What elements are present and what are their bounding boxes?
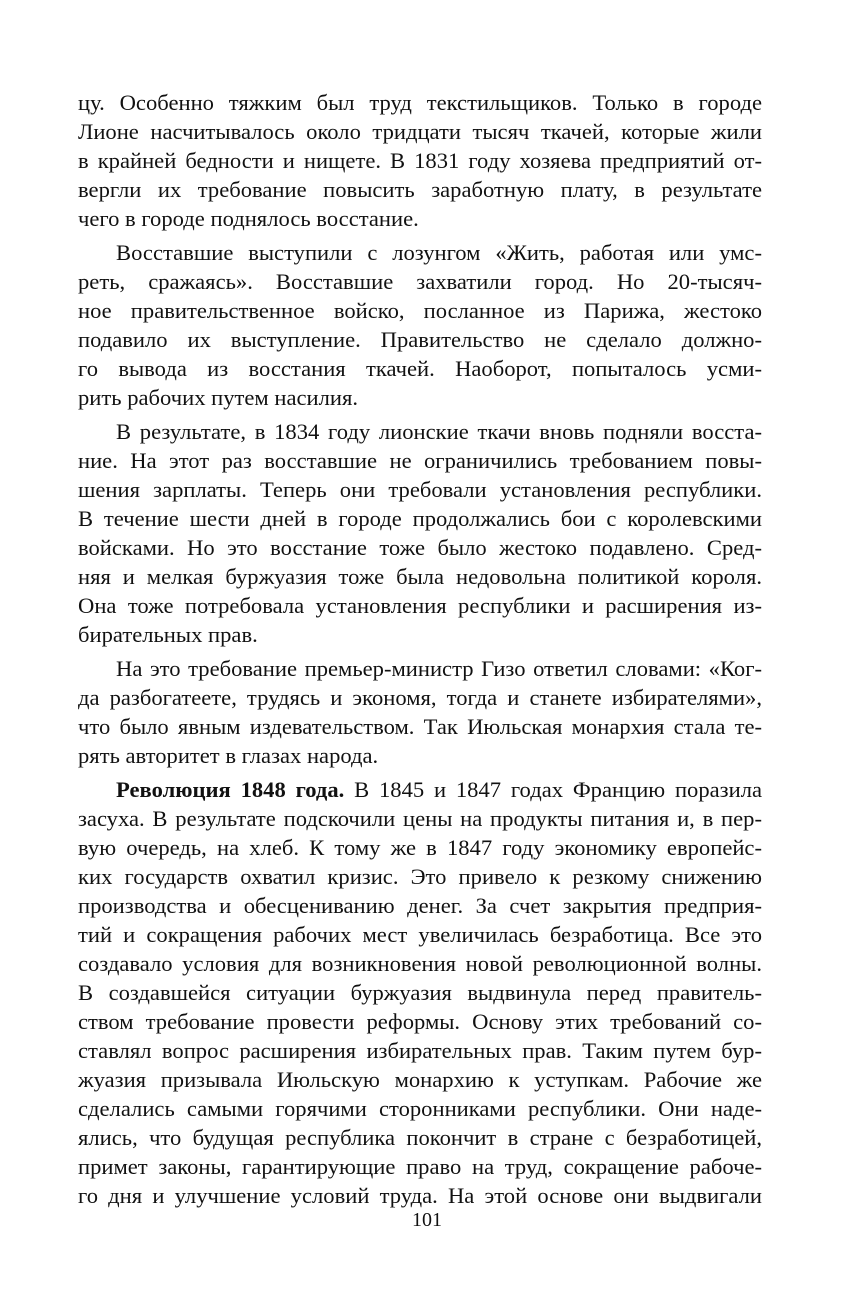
text-line: ставлял вопрос расширения избирательных прав. Таким путем бур- (78, 1038, 762, 1063)
text-line: жуазия призывала Июльскую монархию к уступкам. Рабочие же (78, 1067, 762, 1092)
text-line: реть, сражаясь». Восставшие захватили город. Но 20-тысяч- (78, 269, 762, 294)
text-line: ное правительственное войско, посланное из Парижа, жестоко (78, 298, 762, 323)
text-line: войсками. Но это восстание тоже было жестоко подавлено. Сред- (78, 535, 762, 560)
page-body (78, 88, 762, 1215)
text-line: рять авторитет в глазах народа. (78, 743, 379, 768)
heading-line-text: В 1845 и 1847 годах Францию поразила (344, 777, 762, 802)
text-line: вергли их требование повысить заработную плату, в результате (78, 177, 762, 202)
text-line: вую очередь, на хлеб. К тому же в 1847 году экономику европейс- (78, 835, 762, 860)
text-line: На это требование премьер-министр Гизо ответил словами: «Ког- (116, 656, 762, 681)
text-line: рить рабочих путем насилия. (78, 385, 359, 410)
text-line: Лионе насчитывалось около тридцати тысяч ткачей, которые жили (78, 119, 762, 144)
text-line: производства и обесцениванию денег. За счет закрытия предприя- (78, 893, 762, 918)
text-line: создавало условия для возникновения новой революционной волны. (78, 951, 762, 976)
text-line: ние. На этот раз восставшие не ограничились требованием повы- (78, 448, 762, 473)
text-line: ких государств охватил кризис. Это привело к резкому снижению (78, 864, 762, 889)
paragraph-2 (78, 238, 762, 412)
paragraph-1 (78, 88, 762, 233)
text-line: го вывода из восстания ткачей. Наоборот, попыталось усми- (78, 356, 762, 381)
text-line: что было явным издевательством. Так Июльская монархия стала те- (78, 714, 762, 739)
text-line: подавило их выступление. Правительство не сделало должно- (78, 327, 762, 352)
text-line: примет законы, гарантирующие право на труд, сокращение рабоче- (78, 1154, 762, 1179)
text-line: Она тоже потребовала установления республики и расширения из- (78, 593, 762, 618)
text-line: засуха. В результате подскочили цены на продукты питания и, в пер- (78, 806, 762, 831)
text-line: бирательных прав. (78, 622, 258, 647)
text-line: в крайней бедности и нищете. В 1831 году хозяева предприятий от- (78, 148, 762, 173)
text-line: В течение шести дней в городе продолжались бои с королевскими (78, 506, 762, 531)
text-line: няя и мелкая буржуазия тоже была недовольна политикой короля. (78, 564, 762, 589)
page-number: 101 (412, 1209, 442, 1231)
text-line: цу. Особенно тяжким был труд текстильщиков. Только в городе (78, 90, 762, 115)
text-line: го дня и улучшение условий труда. На этой основе они выдвигали (78, 1183, 762, 1208)
text-line: да разбогатеете, трудясь и экономя, тогда и станете избирателями», (78, 685, 762, 710)
text-line: В результате, в 1834 году лионские ткачи вновь подняли восста- (116, 419, 762, 444)
text-line: ялись, что будущая республика покончит в стране с безработицей, (78, 1125, 762, 1150)
section-heading: Революция 1848 года. (116, 777, 345, 802)
text-line: шения зарплаты. Теперь они требовали установления республики. (78, 477, 762, 502)
paragraph-5 (78, 775, 762, 1210)
paragraph-4 (78, 654, 762, 770)
text-line-with-heading (78, 775, 762, 804)
text-line: сделались самыми горячими сторонниками республики. Они наде- (78, 1096, 762, 1121)
text-line: ством требование провести реформы. Основу этих требований со- (78, 1009, 762, 1034)
paragraph-3 (78, 417, 762, 649)
text-line: Восставшие выступили с лозунгом «Жить, работая или умс- (116, 240, 762, 265)
text-line: В создавшейся ситуации буржуазия выдвинула перед правитель- (78, 980, 762, 1005)
text-line: чего в городе поднялось восстание. (78, 206, 419, 231)
text-line: тий и сокращения рабочих мест увеличилась безработица. Все это (78, 922, 762, 947)
